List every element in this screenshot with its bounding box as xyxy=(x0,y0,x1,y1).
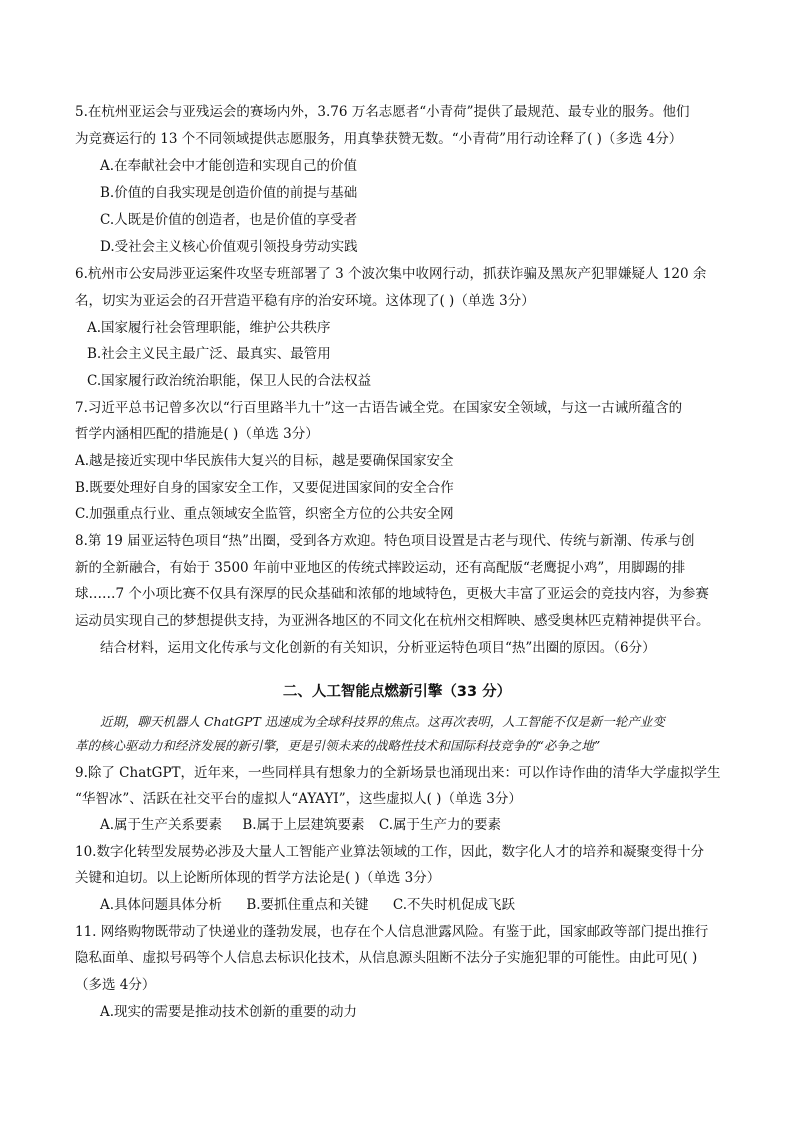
q6-option-a: A.国家履行社会管理职能，维护公共秩序 xyxy=(87,320,331,336)
q6-stem-line1: 6.杭州市公安局涉亚运案件攻坚专班部署了 3 个波次集中收网行动，抓获诈骗及黑灰产犯罪嫌疑人 120 余 xyxy=(75,266,707,282)
q9-option-a: A.属于生产关系要素 xyxy=(100,817,223,833)
q9-option-b: B.属于上层建筑要素 xyxy=(242,817,365,833)
q10-option-b: B.要抓住重点和关键 xyxy=(246,897,369,913)
q7-stem-line1: 7.习近平总书记曾多次以“行百里路半九十”这一古语告诫全党。在国家安全领域，与这一古诫所蕴含的 xyxy=(75,400,683,416)
q5-option-c: C.人既是价值的创造者，也是价值的享受者 xyxy=(100,212,358,228)
q8-stem-line1: 8.第 19 届亚运特色项目“热”出圈，受到各方欢迎。特色项目设置是古老与现代、传统与新潮、传承与创 xyxy=(75,533,695,549)
q7-option-a: A.越是接近实现中华民族伟大复兴的目标，越是要确保国家安全 xyxy=(75,453,454,469)
q8-task: 结合材料，运用文化传承与文化创新的有关知识，分析亚运特色项目“热”出圈的原因。（6分） xyxy=(100,640,656,656)
q9-option-c: C.属于生产力的要素 xyxy=(378,817,501,833)
q5-stem-line2: 为竞赛运行的 13 个不同领域提供志愿服务，用真挚获赞无数。“小青荷”用行动诠释了( )（多选 4分） xyxy=(75,131,683,147)
q11-stem-line2: 隐私面单、虚拟号码等个人信息去标识化技术，从信息源头阻断不法分子实施犯罪的可能性。由此可见( ) xyxy=(75,950,698,966)
q6-option-c: C.国家履行政治统治职能，保卫人民的合法权益 xyxy=(87,373,372,389)
q10-options-row xyxy=(100,896,515,914)
q6-option-b: B.社会主义民主最广泛、最真实、最管用 xyxy=(87,346,331,362)
section-title: 二、人工智能点燃新引擎（33 分） xyxy=(282,684,512,700)
q5-option-d: D.受社会主义核心价值观引领投身劳动实践 xyxy=(100,239,358,255)
q11-stem-line3: （多选 4分） xyxy=(75,977,156,993)
q9-stem-line2: “华智冰”、活跃在社交平台的虚拟人“AYAYI”，这些虚拟人( )（单选 3分） xyxy=(75,791,522,807)
q8-stem-line2: 新的全新融合，有始于 3500 年前中亚地区的传统式摔跤运动，还有高配版“老鹰捉小鸡”，用脚踢的排 xyxy=(75,560,686,576)
q11-option-a: A.现实的需要是推动技术创新的重要的动力 xyxy=(100,1004,358,1020)
q8-stem-line4: 运动员实现自己的梦想提供支持，为亚洲各地区的不同文化在杭州交相辉映、感受奥林匹克精神提供平台。 xyxy=(75,613,710,629)
q10-stem-line1: 10.数字化转型发展势必涉及大量人工智能产业算法领域的工作，因此，数字化人才的培养和凝聚变得十分 xyxy=(75,844,704,860)
q10-option-c: C.不失时机促成飞跃 xyxy=(392,897,515,913)
q7-option-b: B.既要处理好自身的国家安全工作，又要促进国家间的安全合作 xyxy=(75,480,454,496)
q10-stem-line2: 关键和迫切。以上论断所体现的哲学方法论是( )（单选 3分） xyxy=(75,870,441,886)
q5-option-b: B.价值的自我实现是创造价值的前提与基础 xyxy=(100,185,358,201)
q11-stem-line1: 11. 网络购物既带动了快递业的蓬勃发展，也存在个人信息泄露风险。有鉴于此，国家邮政等部门提出推行 xyxy=(75,924,709,940)
q7-option-c: C.加强重点行业、重点领域安全监管，织密全方位的公共安全网 xyxy=(75,506,454,522)
q5-option-a: A.在奉献社会中才能创造和实现自己的价值 xyxy=(100,158,358,174)
q6-stem-line2: 名，切实为亚运会的召开营造平稳有序的治安环境。这体现了( )（单选 3分） xyxy=(75,293,535,309)
section-intro-line1: 近期，聊天机器人 ChatGPT 迅速成为全球科技界的焦点。这再次表明，人工智能不仅是新一轮产业变 xyxy=(100,714,665,729)
q9-stem-line1: 9.除了 ChatGPT，近年来，一些同样具有想象力的全新场景也涌现出来：可以作诗作曲的清华大学虚拟学生 xyxy=(75,765,721,781)
section-intro-line2: 革的核心驱动力和经济发展的新引擎，更是引领未来的战略性技术和国际科技竞争的“必争之地” xyxy=(75,738,601,753)
q8-stem-line3: 球……7 个小项比赛不仅具有深厚的民众基础和浓郁的地域特色，更极大丰富了亚运会的竞技内容，为参赛 xyxy=(75,586,709,602)
q10-option-a: A.具体问题具体分析 xyxy=(100,897,223,913)
q7-stem-line2: 哲学内涵相匹配的措施是( )（单选 3分） xyxy=(75,426,319,442)
q5-stem-line1: 5.在杭州亚运会与亚残运会的赛场内外，3.76 万名志愿者“小青荷”提供了最规范、最专业的服务。他们 xyxy=(75,104,690,120)
q9-options-row xyxy=(100,816,501,834)
